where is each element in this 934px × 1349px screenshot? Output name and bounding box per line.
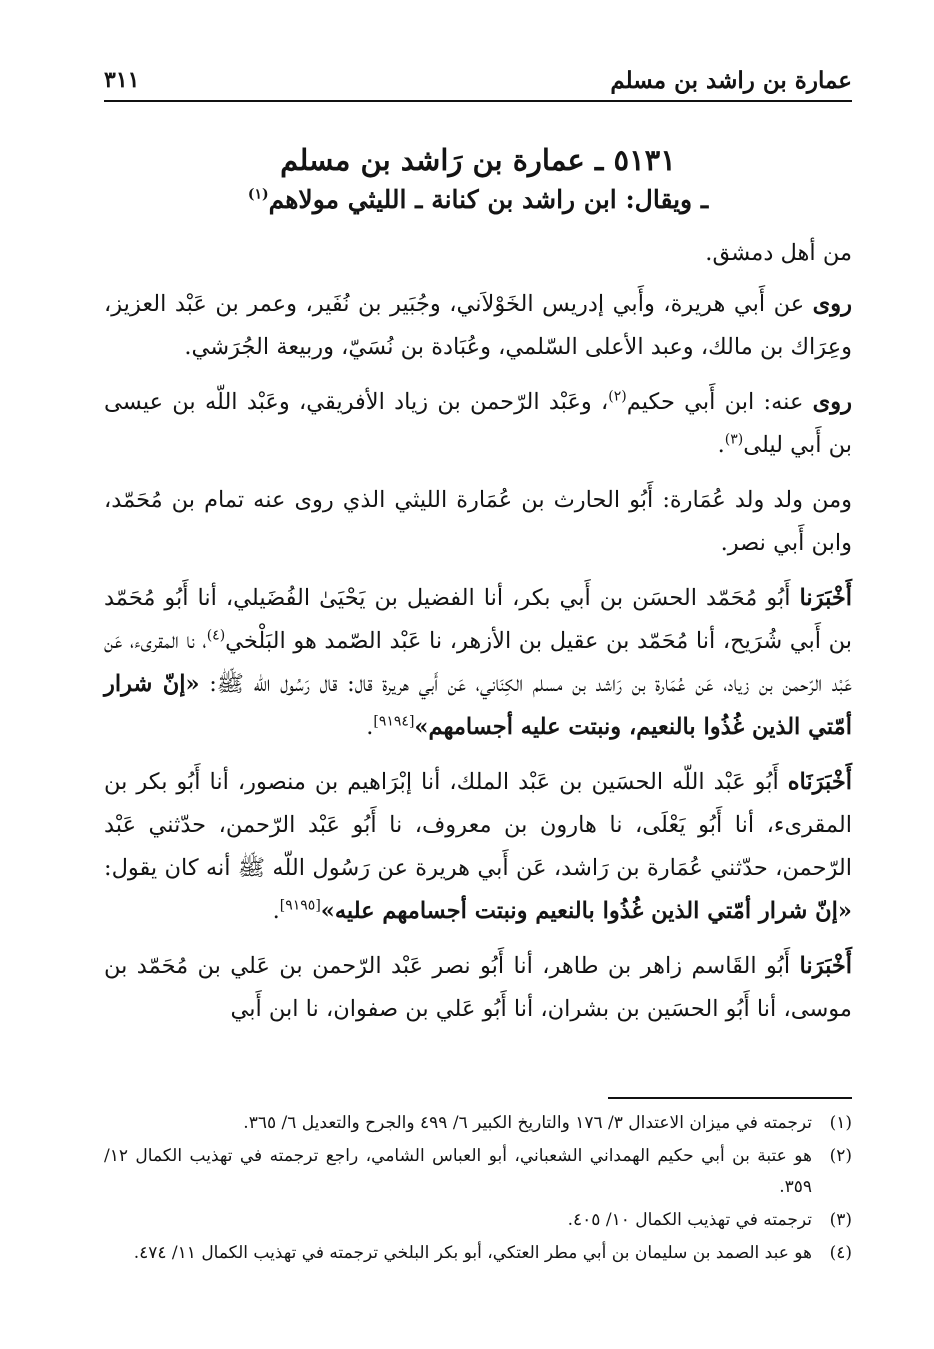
footnote-1 <box>104 1108 852 1139</box>
paragraph-text: عن أَبي هريرة، وأَبي إدريس الخَوْلاَني، وجُبَير بن نُفَير، وعمر بن عَبْد العزيز، وعِرَاك بن مالك، وعبد الأعلى السّلمي، وعُبَادة بن نُسَيّ، وربيعة الجُرَشي. <box>104 291 852 360</box>
footnote-3 <box>104 1205 852 1236</box>
hadith-text: «إنّ شرار أمّتي الذين غُذُوا بالنعيم، ونبتت عليه أجسامهم» <box>104 671 852 740</box>
entry-body <box>104 232 852 1043</box>
footnote-number: (٣) <box>829 1210 852 1230</box>
paragraph-text: ، نا المقرىء، عَن عَبْد الرّحمن بن زياد، عَن عُمَارة بن رَاشد بن مسلم الكِنَاني، عَن أَبي هريرة قال: قال رَسُول اللّه ﷺ: <box>104 628 853 697</box>
paragraph-narrated-by <box>104 381 852 467</box>
footnote-text: ترجمته في ميزان الاعتدال ٣/ ١٧٦ والتاريخ الكبير ٦/ ٤٩٩ والجرح والتعديل ٦/ ٣٦٥. <box>243 1113 812 1133</box>
footnote-number: (١) <box>829 1113 852 1133</box>
lead-word: روى <box>812 291 852 317</box>
page-header <box>104 60 852 102</box>
footnote-divider <box>608 1097 852 1099</box>
paragraph-text: أَبُو القَاسم زاهر بن طاهر، أنا أَبُو نصر عَبْد الرّحمن بن عَلي بن مُحَمّد بن موسى، أنا أَبُو الحسَين بن بشران، أنا أَبُو عَلي بن صفوان، نا ابن أَبي <box>104 953 852 1022</box>
entry-title-line-2-text: ـ ويقال: ابن راشد بن كنانة ـ الليثي مولاهم <box>268 185 709 214</box>
footnote-ref-3[interactable]: (٣) <box>724 431 744 448</box>
lead-word: روى <box>812 389 852 415</box>
paragraph-text: ، وعَبْد الرّحمن بن زياد الأفريقي، وعَبْد اللّه بن عيسى بن أَبي ليلى <box>104 389 852 458</box>
paragraph-origin: من أهل دمشق. <box>705 240 852 266</box>
footnote-ref-2[interactable]: (٢) <box>608 388 627 405</box>
paragraph-descendants: ومن ولد ولد عُمَارة: أَبُو الحارث بن عُمَارة الليثي الذي روى عنه تمام بن مُحَمّد، وابن أَبي نصر. <box>104 487 852 556</box>
footnote-2 <box>104 1141 852 1203</box>
paragraph-text: . <box>272 898 280 924</box>
paragraph-isnad-3 <box>104 945 852 1031</box>
paragraph-text: عنه: ابن أَبي حكيم <box>626 389 804 415</box>
paragraph-text: . <box>366 714 374 740</box>
lead-word: أَخْبَرَنا <box>799 585 853 611</box>
footnote-ref-1[interactable]: (١) <box>247 186 269 203</box>
running-title: عمارة بن راشد بن مسلم <box>610 66 852 94</box>
paragraph-isnad-1 <box>104 577 852 749</box>
paragraph-text: أَبُو عَبْد اللّه الحسَين بن عَبْد الملك، أنا إبْرَاهيم بن منصور، أنا أَبُو بكر بن المقرىء، أنا أَبُو يَعْلَى، نا هارون بن معروف، نا أَبُو عَبْد الرّحمن، حدّثني عَبْد الرّحمن، حدّثني عُمَارة بن رَاشد، عَن أَبي هريرة عن رَسُول اللّه ﷺ أنه كان يقول: <box>104 769 852 881</box>
entry-title-line-1: ٥١٣١ ـ عمارة بن رَاشد بن مسلم <box>280 143 676 177</box>
page-number: ٣١١ <box>104 67 140 93</box>
footnote-4 <box>104 1238 852 1269</box>
footnote-text: هو عتبة بن أبي حكيم الهمداني الشعباني، أبو العباس الشامي، راجع ترجمته في تهذيب الكمال ١٢/ ٣٥٩. <box>104 1146 812 1197</box>
footnote-ref-4[interactable]: (٤) <box>206 627 226 644</box>
footnotes <box>104 1108 852 1271</box>
footnote-number: (٢) <box>829 1146 852 1166</box>
footnote-number: (٤) <box>829 1243 852 1263</box>
paragraph-isnad-2 <box>104 761 852 933</box>
hadith-number: [٩١٩٤] <box>373 713 415 730</box>
entry-title <box>104 140 852 220</box>
lead-word: أَخْبَرَنا <box>799 953 853 979</box>
paragraph-narrated-from <box>104 283 852 369</box>
lead-word: أَخْبَرَنَاه <box>787 769 852 795</box>
paragraph-text: أَبُو مُحَمّد الحسَن بن أَبي بكر، أنا الفضيل بن يَحْيَىٰ الفُضَيلي، أنا أَبُو مُحَمّد بن أَبي شُرَيح، أنا مُحَمّد بن عقيل بن الأزهر، نا عَبْد الصّمد هو البَلْخي <box>104 585 853 654</box>
footnote-text: هو عبد الصمد بن سليمان بن أبي مطر العتكي، أبو بكر البلخي ترجمته في تهذيب الكمال ١١/ ٤٧٤. <box>133 1243 812 1263</box>
entry-title-line-2 <box>104 180 852 220</box>
paragraph-text: . <box>717 432 725 458</box>
hadith-number: [٩١٩٥] <box>279 897 321 914</box>
footnote-text: ترجمته في تهذيب الكمال ١٠/ ٤٠٥. <box>567 1210 812 1230</box>
hadith-text: «إنّ شرار أمّتي الذين غُذُوا بالنعيم ونبتت أجسامهم عليه» <box>320 898 852 924</box>
